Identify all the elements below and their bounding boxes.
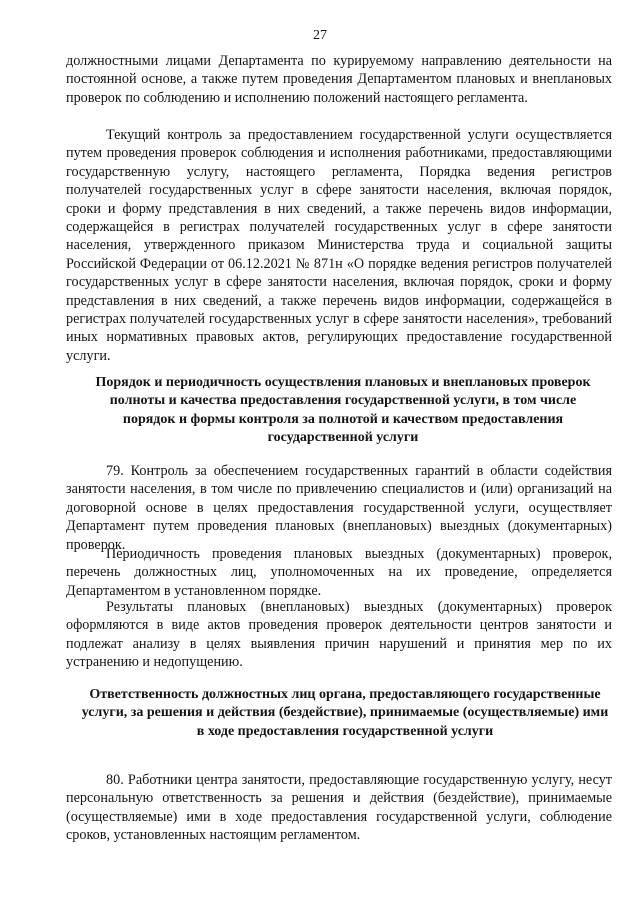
page-number: 27 — [313, 28, 327, 43]
paragraph-79 — [66, 462, 612, 554]
paragraph-results — [66, 598, 612, 672]
paragraph-80 — [66, 771, 612, 845]
paragraph-text: 79. Контроль за обеспечением государственных гарантий в области содействия занятости населения, в том числе по привлечению специалистов и (или) организаций на договорной основе в целях предоставления государственной услуги, осуществляет Департамент путем проведения плановых (внеплановых) выездных (документарных) проверок. — [66, 463, 612, 553]
section-heading-responsibility: Ответственность должностных лиц органа, предоставляющего государственные услуги, за решения и действия (бездействие), принимаемые (осуществляемые) ими в ходе предоставления государственной услуги — [81, 687, 609, 739]
paragraph-continuation — [66, 52, 612, 107]
paragraph-text: 80. Работники центра занятости, предоставляющие государственную услугу, несут персональную ответственность за решения и действия (бездействие), принимаемые (осуществляемые) ими в ходе предоставления государственной услуги, соблюдение сроков, установленных настоящим регламентом. — [66, 772, 612, 844]
paragraph-periodicity — [66, 545, 612, 600]
paragraph-text: Периодичность проведения плановых выездных (документарных) проверок, перечень должностных лиц, уполномоченных на их проведение, определяется Департаментом в установленном порядке. — [66, 546, 612, 599]
section-heading-inspections: Порядок и периодичность осуществления плановых и внеплановых проверок полноты и качества предоставления государственной услуги, в том числе порядок и формы контроля за полнотой и качеством предоставления государственной услуги — [95, 375, 591, 446]
paragraph-text: Результаты плановых (внеплановых) выездных (документарных) проверок оформляются в виде актов проведения проверок деятельности центров занятости и подлежат анализу в целях выявления причин нарушений и принятия мер по их устранению и недопущению. — [66, 599, 612, 671]
paragraph-text: должностными лицами Департамента по курируемому направлению деятельности на постоянной основе, а также путем проведения Департаментом плановых и внеплановых проверок по соблюдению и исполнению положений настоящего регламента. — [66, 53, 612, 106]
paragraph-current-control — [66, 126, 612, 365]
paragraph-text: Текущий контроль за предоставлением государственной услуги осуществляется путем проведения проверок соблюдения и исполнения работниками, предоставляющими государственную услугу, настоящего регламента, Порядка ведения регистров получателей государственных услуг в сфере занятости населения, включая порядок, сроки и форму представления в них сведений, а также перечень видов информации, содержащейся в регистрах получателей государственных услуг в сфере занятости населения, утвержденного приказом Министерства труда и социальной защиты Российской Федерации от 06.12.2021 № 871н «О порядке ведения регистров получателей государственных услуг в сфере занятости населения, включая порядок, сроки и форму представления в них сведений, а также перечень видов информации, содержащейся в регистрах получателей государственных услуг в сфере занятости населения», требований иных нормативных правовых актов, регулирующих предоставление государственной услуги. — [66, 127, 612, 364]
